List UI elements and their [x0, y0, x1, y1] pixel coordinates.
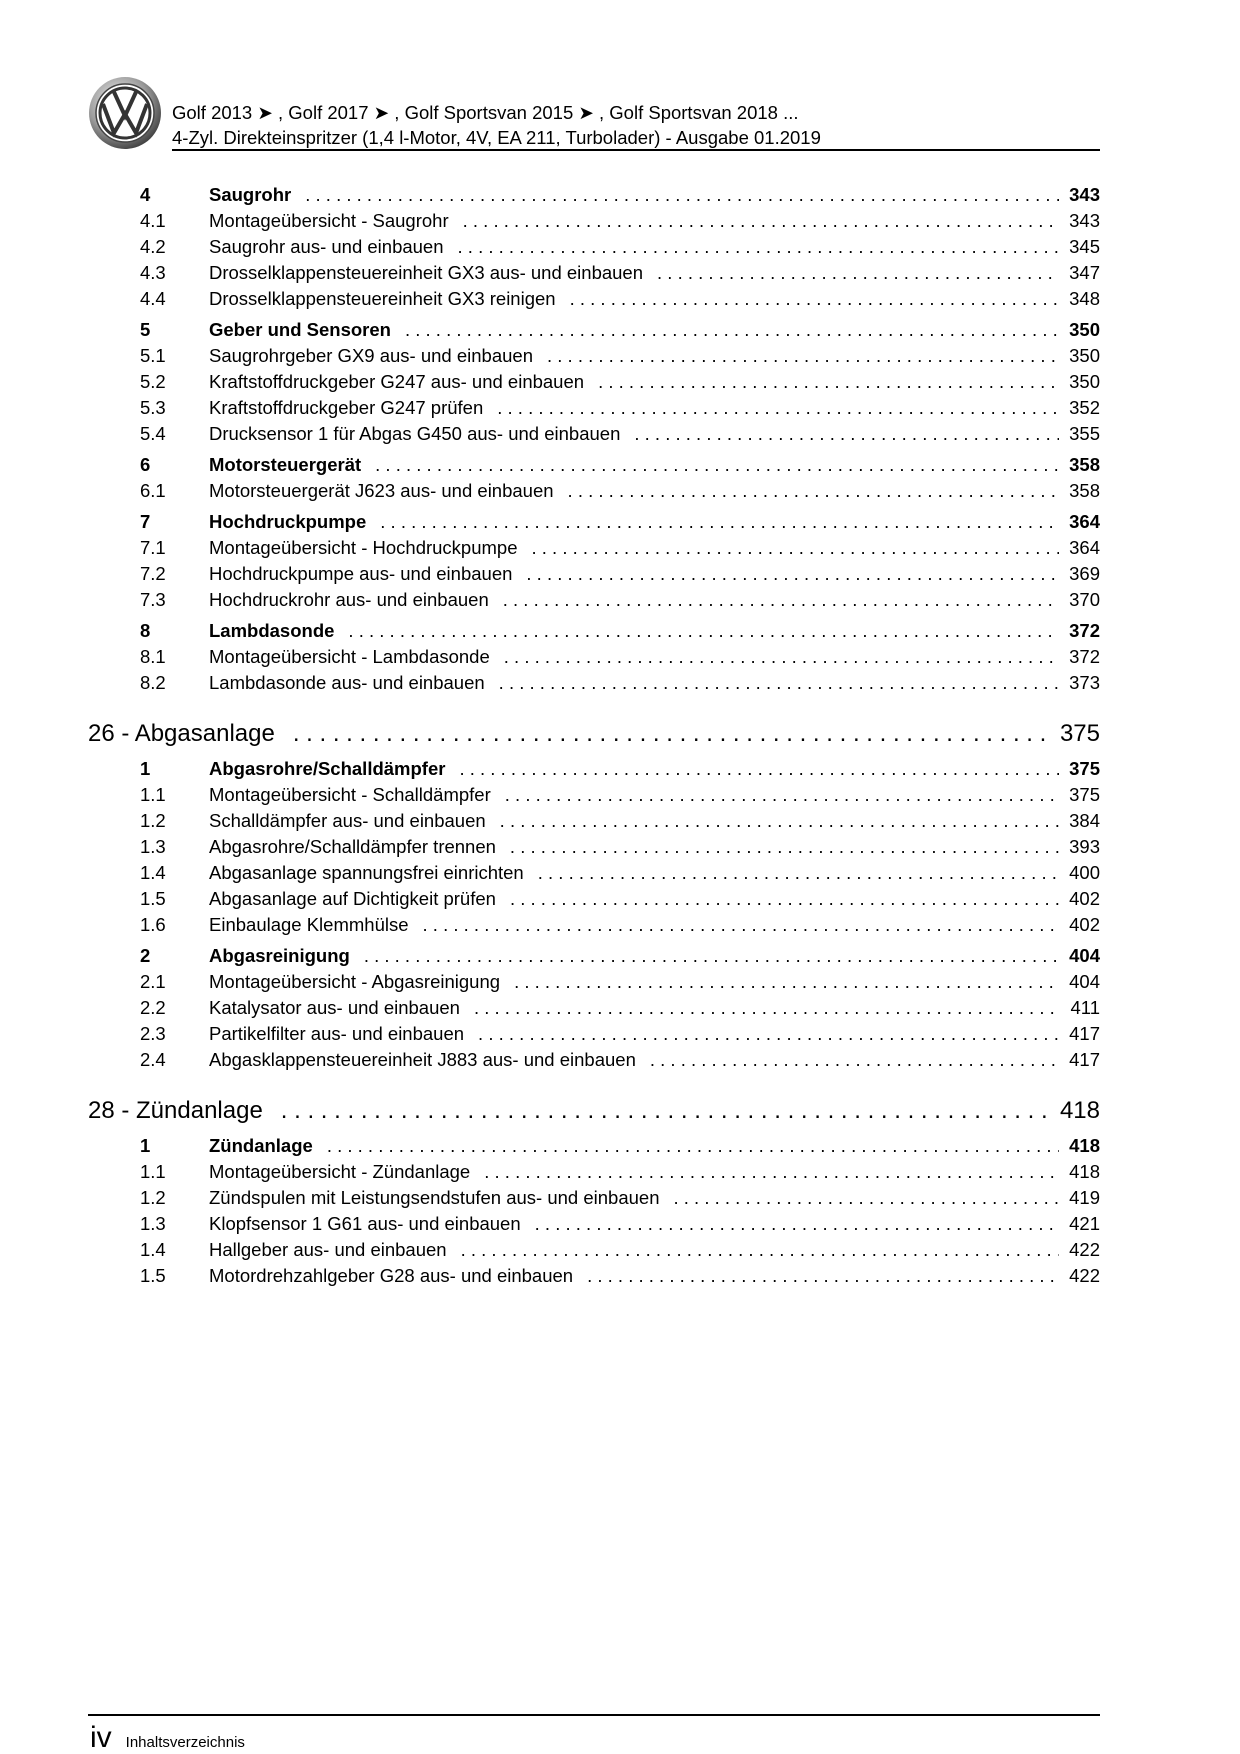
dot-leader: [293, 714, 1052, 754]
entry-page: 370: [1069, 589, 1100, 610]
toc-section-row[interactable]: [88, 452, 1100, 478]
entry-page: 343: [1069, 184, 1100, 205]
entry-number: 7: [140, 511, 151, 532]
entry-page: 364: [1069, 537, 1100, 558]
entry-title: Geber und Sensoren: [209, 319, 391, 340]
entry-title: Motorsteuergerät J623 aus- und einbauen: [209, 480, 554, 501]
toc-section-row[interactable]: [88, 182, 1100, 208]
entry-title: Abgasanlage auf Dichtigkeit prüfen: [209, 888, 496, 909]
dot-leader: [348, 618, 1059, 644]
entry-title: Kraftstoffdruckgeber G247 prüfen: [209, 397, 484, 418]
entry-number: 7.2: [140, 563, 166, 584]
entry-title: Hochdruckpumpe aus- und einbauen: [209, 563, 513, 584]
entry-title: Katalysator aus- und einbauen: [209, 997, 460, 1018]
footer-label: Inhaltsverzeichnis: [125, 1734, 245, 1751]
dot-leader: [458, 234, 1060, 260]
entry-page: 418: [1069, 1161, 1100, 1182]
entry-title: Abgasrohre/Schalldämpfer trennen: [209, 836, 496, 857]
entry-number: 1: [140, 1135, 151, 1156]
entry-number: 1.6: [140, 914, 166, 935]
toc-entry-row[interactable]: [88, 395, 1100, 421]
toc-section-row[interactable]: [88, 317, 1100, 343]
toc-group-24: [88, 182, 1100, 696]
dot-leader: [463, 208, 1060, 234]
dot-leader: [570, 286, 1060, 312]
entry-title: Hochdruckpumpe: [209, 511, 367, 532]
dot-leader: [478, 1021, 1059, 1047]
entry-page: 417: [1069, 1049, 1100, 1070]
toc-entry-row[interactable]: [88, 808, 1100, 834]
toc-section-row[interactable]: [88, 756, 1100, 782]
entry-number: 8: [140, 620, 151, 641]
entry-page: 402: [1069, 914, 1100, 935]
dot-leader: [484, 1159, 1059, 1185]
toc-entry-row[interactable]: [88, 1237, 1100, 1263]
entry-number: 5.3: [140, 397, 166, 418]
toc-entry-row[interactable]: [88, 969, 1100, 995]
entry-page: 422: [1069, 1239, 1100, 1260]
entry-number: 2: [140, 945, 151, 966]
entry-title: Saugrohrgeber GX9 aus- und einbauen: [209, 345, 533, 366]
entry-page: 372: [1069, 646, 1100, 667]
entry-page: 418: [1069, 1135, 1100, 1156]
chapter-page: 418: [1059, 1097, 1100, 1124]
entry-title: Abgasrohre/Schalldämpfer: [209, 758, 446, 779]
dot-leader: [281, 1091, 1052, 1131]
entry-page: 343: [1069, 210, 1100, 231]
toc-entry-row[interactable]: [88, 260, 1100, 286]
document-header: [88, 76, 1100, 150]
entry-title: Montageübersicht - Abgasreinigung: [209, 971, 501, 992]
chapter-title: 28 - Zündanlage: [88, 1097, 263, 1124]
toc-entry-row[interactable]: [88, 886, 1100, 912]
entry-page: 411: [1070, 997, 1100, 1018]
dot-leader: [568, 478, 1060, 504]
dot-leader: [514, 969, 1059, 995]
entry-title: Drosselklappensteuereinheit GX3 aus- und einbauen: [209, 262, 644, 283]
entry-page: 402: [1069, 888, 1100, 909]
toc-entry-row[interactable]: [88, 912, 1100, 938]
entry-number: 4.1: [140, 210, 166, 231]
entry-number: 4.4: [140, 288, 166, 309]
entry-page: 373: [1069, 672, 1100, 693]
dot-leader: [504, 644, 1059, 670]
entry-title: Klopfsensor 1 G61 aus- und einbauen: [209, 1213, 521, 1234]
chapter-page: 375: [1059, 720, 1100, 747]
entry-number: 5: [140, 319, 151, 340]
entry-number: 1.1: [140, 784, 166, 805]
footer-rule: [88, 1714, 1100, 1716]
dot-leader: [634, 421, 1059, 447]
toc-entry-row[interactable]: [88, 587, 1100, 613]
entry-number: 1.2: [140, 810, 166, 831]
toc-entry-row[interactable]: [88, 1159, 1100, 1185]
entry-title: Saugrohr aus- und einbauen: [209, 236, 444, 257]
entry-page: 350: [1069, 319, 1100, 340]
toc-entry-row[interactable]: [88, 1211, 1100, 1237]
toc-entry-row[interactable]: [88, 995, 1100, 1021]
entry-title: Kraftstoffdruckgeber G247 aus- und einbauen: [209, 371, 585, 392]
entry-title: Motorsteuergerät: [209, 454, 362, 475]
dot-leader: [499, 670, 1059, 696]
toc-entry-row[interactable]: [88, 234, 1100, 260]
entry-page: 404: [1069, 971, 1100, 992]
dot-leader: [547, 343, 1059, 369]
toc-entry-row[interactable]: [88, 644, 1100, 670]
toc-entry-row[interactable]: [88, 860, 1100, 886]
entry-number: 5.1: [140, 345, 166, 366]
entry-page: 417: [1069, 1023, 1100, 1044]
toc-entry-row[interactable]: [88, 343, 1100, 369]
toc-entry-row[interactable]: [88, 782, 1100, 808]
entry-title: Abgasklappensteuereinheit J883 aus- und einbauen: [209, 1049, 636, 1070]
entry-number: 1: [140, 758, 151, 779]
entry-title: Schalldämpfer aus- und einbauen: [209, 810, 486, 831]
entry-number: 1.4: [140, 862, 166, 883]
dot-leader: [510, 834, 1059, 860]
entry-title: Montageübersicht - Zündanlage: [209, 1161, 471, 1182]
entry-number: 8.1: [140, 646, 166, 667]
entry-page: 369: [1069, 563, 1100, 584]
entry-page: 350: [1069, 345, 1100, 366]
dot-leader: [305, 182, 1059, 208]
entry-number: 1.5: [140, 888, 166, 909]
entry-page: 345: [1069, 236, 1100, 257]
dot-leader: [405, 317, 1059, 343]
entry-number: 4.2: [140, 236, 166, 257]
entry-title: Montageübersicht - Saugrohr: [209, 210, 449, 231]
entry-page: 393: [1069, 836, 1100, 857]
entry-title: Montageübersicht - Lambdasonde: [209, 646, 490, 667]
entry-page: 384: [1069, 810, 1100, 831]
entry-page: 350: [1069, 371, 1100, 392]
entry-page: 372: [1069, 620, 1100, 641]
toc-entry-row[interactable]: [88, 535, 1100, 561]
entry-title: Abgasanlage spannungsfrei einrichten: [209, 862, 524, 883]
page-footer: [90, 1722, 245, 1754]
toc-entry-row[interactable]: [88, 286, 1100, 312]
dot-leader: [587, 1263, 1059, 1289]
entry-title: Zündanlage: [209, 1135, 313, 1156]
entry-number: 1.3: [140, 1213, 166, 1234]
header-rule: [172, 149, 1100, 151]
toc-entry-row[interactable]: [88, 1263, 1100, 1289]
table-of-contents: [88, 182, 1100, 1289]
entry-page: 364: [1069, 511, 1100, 532]
dot-leader: [598, 369, 1059, 395]
toc-entry-row[interactable]: [88, 834, 1100, 860]
entry-page: 358: [1069, 454, 1100, 475]
toc-entry-row[interactable]: [88, 670, 1100, 696]
toc-entry-row[interactable]: [88, 1047, 1100, 1073]
dot-leader: [474, 995, 1061, 1021]
entry-title: Lambdasonde aus- und einbauen: [209, 672, 485, 693]
dot-leader: [650, 1047, 1059, 1073]
entry-number: 2.1: [140, 971, 166, 992]
entry-page: 421: [1069, 1213, 1100, 1234]
entry-number: 7.3: [140, 589, 166, 610]
chapter-heading-28[interactable]: [88, 1091, 1100, 1131]
entry-page: 404: [1069, 945, 1100, 966]
entry-number: 7.1: [140, 537, 166, 558]
dot-leader: [380, 509, 1059, 535]
entry-page: 375: [1069, 784, 1100, 805]
entry-number: 2.2: [140, 997, 166, 1018]
dot-leader: [674, 1185, 1060, 1211]
entry-title: Saugrohr: [209, 184, 292, 205]
entry-title: Hallgeber aus- und einbauen: [209, 1239, 447, 1260]
dot-leader: [535, 1211, 1059, 1237]
entry-number: 4.3: [140, 262, 166, 283]
entry-title: Drosselklappensteuereinheit GX3 reinigen: [209, 288, 556, 309]
toc-group-26: [88, 756, 1100, 1073]
toc-section-row[interactable]: [88, 509, 1100, 535]
toc-entry-row[interactable]: [88, 421, 1100, 447]
entry-number: 4: [140, 184, 151, 205]
dot-leader: [538, 860, 1059, 886]
toc-entry-row[interactable]: [88, 208, 1100, 234]
entry-title: Motordrehzahlgeber G28 aus- und einbauen: [209, 1265, 574, 1286]
entry-number: 5.4: [140, 423, 166, 444]
page-number: iv: [90, 1721, 112, 1754]
dot-leader: [657, 260, 1059, 286]
entry-title: Drucksensor 1 für Abgas G450 aus- und einbauen: [209, 423, 621, 444]
entry-page: 348: [1069, 288, 1100, 309]
entry-title: Partikelfilter aus- und einbauen: [209, 1023, 465, 1044]
dot-leader: [526, 561, 1059, 587]
header-engine-edition: 4-Zyl. Direkteinspritzer (1,4 l-Motor, 4V, EA 211, Turbolader) - Ausgabe 01.2019: [172, 127, 821, 148]
dot-leader: [497, 395, 1059, 421]
toc-entry-row[interactable]: [88, 561, 1100, 587]
dot-leader: [461, 1237, 1060, 1263]
entry-title: Montageübersicht - Hochdruckpumpe: [209, 537, 518, 558]
toc-group-28: [88, 1133, 1100, 1289]
dot-leader: [423, 912, 1060, 938]
chapter-title: 26 - Abgasanlage: [88, 720, 275, 747]
dot-leader: [505, 782, 1059, 808]
dot-leader: [364, 943, 1059, 969]
dot-leader: [375, 452, 1059, 478]
dot-leader: [532, 535, 1060, 561]
entry-number: 8.2: [140, 672, 166, 693]
entry-title: Zündspulen mit Leistungsendstufen aus- und einbauen: [209, 1187, 660, 1208]
entry-title: Abgasreinigung: [209, 945, 350, 966]
entry-number: 5.2: [140, 371, 166, 392]
chapter-heading-26[interactable]: [88, 714, 1100, 754]
entry-number: 1.1: [140, 1161, 166, 1182]
entry-page: 419: [1069, 1187, 1100, 1208]
vw-logo-icon: [88, 76, 162, 150]
entry-number: 2.3: [140, 1023, 166, 1044]
toc-entry-row[interactable]: [88, 1021, 1100, 1047]
entry-title: Einbaulage Klemmhülse: [209, 914, 409, 935]
dot-leader: [327, 1133, 1059, 1159]
entry-page: 422: [1069, 1265, 1100, 1286]
entry-page: 352: [1069, 397, 1100, 418]
toc-section-row[interactable]: [88, 1133, 1100, 1159]
entry-number: 2.4: [140, 1049, 166, 1070]
entry-number: 6: [140, 454, 151, 475]
toc-section-row[interactable]: [88, 943, 1100, 969]
toc-entry-row[interactable]: [88, 1185, 1100, 1211]
dot-leader: [510, 886, 1059, 912]
entry-title: Lambdasonde: [209, 620, 335, 641]
dot-leader: [500, 808, 1059, 834]
entry-page: 355: [1069, 423, 1100, 444]
entry-title: Montageübersicht - Schalldämpfer: [209, 784, 491, 805]
header-models: Golf 2013 ➤ , Golf 2017 ➤ , Golf Sportsvan 2015 ➤ , Golf Sportsvan 2018 ...: [172, 102, 799, 123]
entry-page: 347: [1069, 262, 1100, 283]
entry-number: 1.3: [140, 836, 166, 857]
dot-leader: [459, 756, 1059, 782]
toc-entry-row[interactable]: [88, 369, 1100, 395]
entry-page: 358: [1069, 480, 1100, 501]
toc-section-row[interactable]: [88, 618, 1100, 644]
entry-number: 6.1: [140, 480, 166, 501]
entry-number: 1.5: [140, 1265, 166, 1286]
entry-page: 375: [1069, 758, 1100, 779]
entry-number: 1.4: [140, 1239, 166, 1260]
toc-entry-row[interactable]: [88, 478, 1100, 504]
dot-leader: [503, 587, 1059, 613]
entry-page: 400: [1069, 862, 1100, 883]
entry-title: Hochdruckrohr aus- und einbauen: [209, 589, 489, 610]
entry-number: 1.2: [140, 1187, 166, 1208]
